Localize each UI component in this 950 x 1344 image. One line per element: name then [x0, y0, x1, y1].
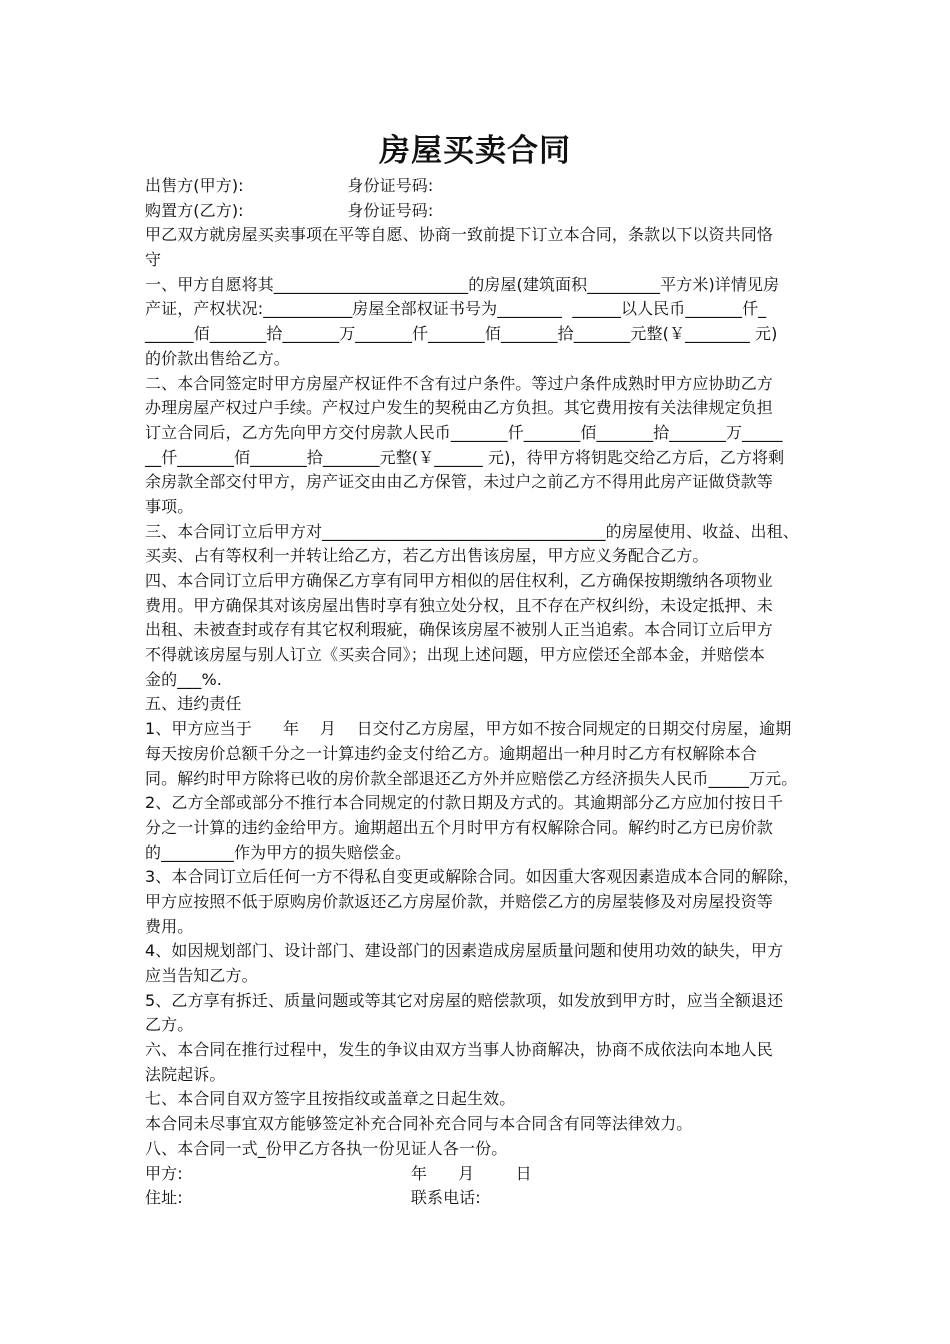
text-line: 四、本合同订立后甲方确保乙方享有同甲方相似的居住权利，乙方确保按期缴纳各项物业: [145, 571, 773, 590]
text-line: 5、乙方享有拆迁、质量问题或等其它对房屋的赔偿款项，如发放到甲方时，应当全额退还: [145, 990, 784, 1010]
text-line: 八、本合同一式_份甲乙方各执一份见证人各一份。: [145, 1138, 508, 1158]
text-line: 3、本合同订立后任何一方不得私自变更或解除合同。如因重大客观因素造成本合同的解除，: [145, 867, 800, 887]
text-line: 的价款出售给乙方。: [145, 348, 290, 368]
text-line: 费用。: [145, 916, 194, 936]
text-line: 乙方。: [145, 1015, 194, 1035]
text-line: ______佰_______拾_______万_______仟_______佰_______拾_______元整(￥________ 元): [145, 324, 778, 344]
text-line: 办理房屋产权过户手续。产权过户发生的契税由乙方负担。其它费用按有关法律规定负担: [145, 398, 773, 418]
text-line: 的_________作为甲方的损失赔偿金。: [145, 842, 412, 862]
text-line: 4、如因规划部门、设计部门、建设部门的因素造成房屋质量问题和使用功效的缺失，甲方: [145, 941, 784, 961]
text-line: 1、甲方应当于 年 月 日交付乙方房屋，甲方如不按合同规定的日期交付房屋，逾期: [145, 719, 792, 739]
text-line: 费用。甲方确保其对该房屋出售时享有独立处分权，且不存在产权纠纷，未设定抵押、未: [145, 595, 773, 615]
text-line: 产证，产权状况:___________房屋全部权证书号为________ ______以人民币_______仟_: [145, 299, 767, 319]
text-line: 守: [145, 250, 162, 270]
text-line: 事项。: [145, 496, 194, 516]
text-line: 订立合同后，乙方先向甲方交付房款人民币_______仟_______佰_______拾_______万_____: [145, 422, 783, 442]
text-line: 住址: 联系电话:: [145, 1188, 481, 1208]
text-line: 法院起诉。: [145, 1064, 226, 1084]
text-line: 买卖、占有等权利一并转让给乙方，若乙方出售该房屋，甲方应义务配合乙方。: [145, 546, 709, 566]
text-line: 每天按房价总额千分之一计算违约金支付给乙方。逾期超出一种月时乙方有权解除本合: [145, 743, 757, 763]
text-line: 余房款全部交付甲方，房产证交由由乙方保管，未过户之前乙方不得用此房产证做贷款等: [145, 472, 773, 492]
text-line: 购置方(乙方): 身份证号码:: [145, 200, 434, 220]
text-line: 本合同未尽事宜双方能够签定补充合同补充合同与本合同含有同等法律效力。: [145, 1114, 693, 1134]
text-line: 七、本合同自双方签字且按指纹或盖章之日起生效。: [145, 1089, 516, 1109]
text-line: 应当告知乙方。: [145, 966, 258, 985]
text-line: 2、乙方全部或部分不推行本合同规定的付款日期及方式的。其逾期部分乙方应加付按日千: [145, 793, 784, 813]
text-line: 甲乙双方就房屋买卖事项在平等自愿、协商一致前提下订立本合同，条款以下以资共同恪: [145, 225, 773, 245]
text-line: 一、甲方自愿将其________________________的房屋(建筑面积_________平方米)详情见房: [145, 274, 780, 294]
text-line: 三、本合同订立后甲方对___________________________________的房屋使用、收益、出租、: [145, 521, 799, 541]
text-line: 六、本合同在推行过程中，发生的争议由双方当事人协商解决，协商不成依法向本地人民: [145, 1040, 773, 1060]
text-line: 不得就该房屋与别人订立《买卖合同》；出现上述问题，甲方应偿还全部本金，并赔偿本: [145, 645, 765, 665]
text-line: 出售方(甲方): 身份证号码:: [145, 176, 434, 195]
text-line: __仟_______佰_______拾_______元整(￥______ 元)，待甲方将钥匙交给乙方后，乙方将剩: [145, 447, 785, 467]
text-line: 同。解约时甲方除将已收的房价款全部退还乙方外并应赔偿乙方经济损失人民币_____万元。: [145, 768, 798, 788]
text-line: 甲方: 年 月 日: [145, 1163, 532, 1183]
text-line: 五、违约责任: [145, 694, 242, 714]
contract-body: [145, 174, 815, 1211]
text-line: 分之一计算的违约金给甲方。逾期超出五个月时甲方有权解除合同。解约时乙方已房价款: [145, 817, 773, 837]
document-title: 房屋买卖合同: [379, 133, 571, 169]
text-line: 甲方应按照不低于原购房价款返还乙方房屋价款，并赔偿乙方的房屋装修及对房屋投资等: [145, 891, 773, 911]
text-line: 金的___%.: [145, 669, 222, 689]
text-line: 二、本合同签定时甲方房屋产权证件不含有过户条件。等过户条件成熟时甲方应协助乙方: [145, 373, 773, 393]
text-line: 出租、未被查封或存有其它权利瑕疵，确保该房屋不被别人正当追索。本合同订立后甲方: [145, 620, 773, 640]
